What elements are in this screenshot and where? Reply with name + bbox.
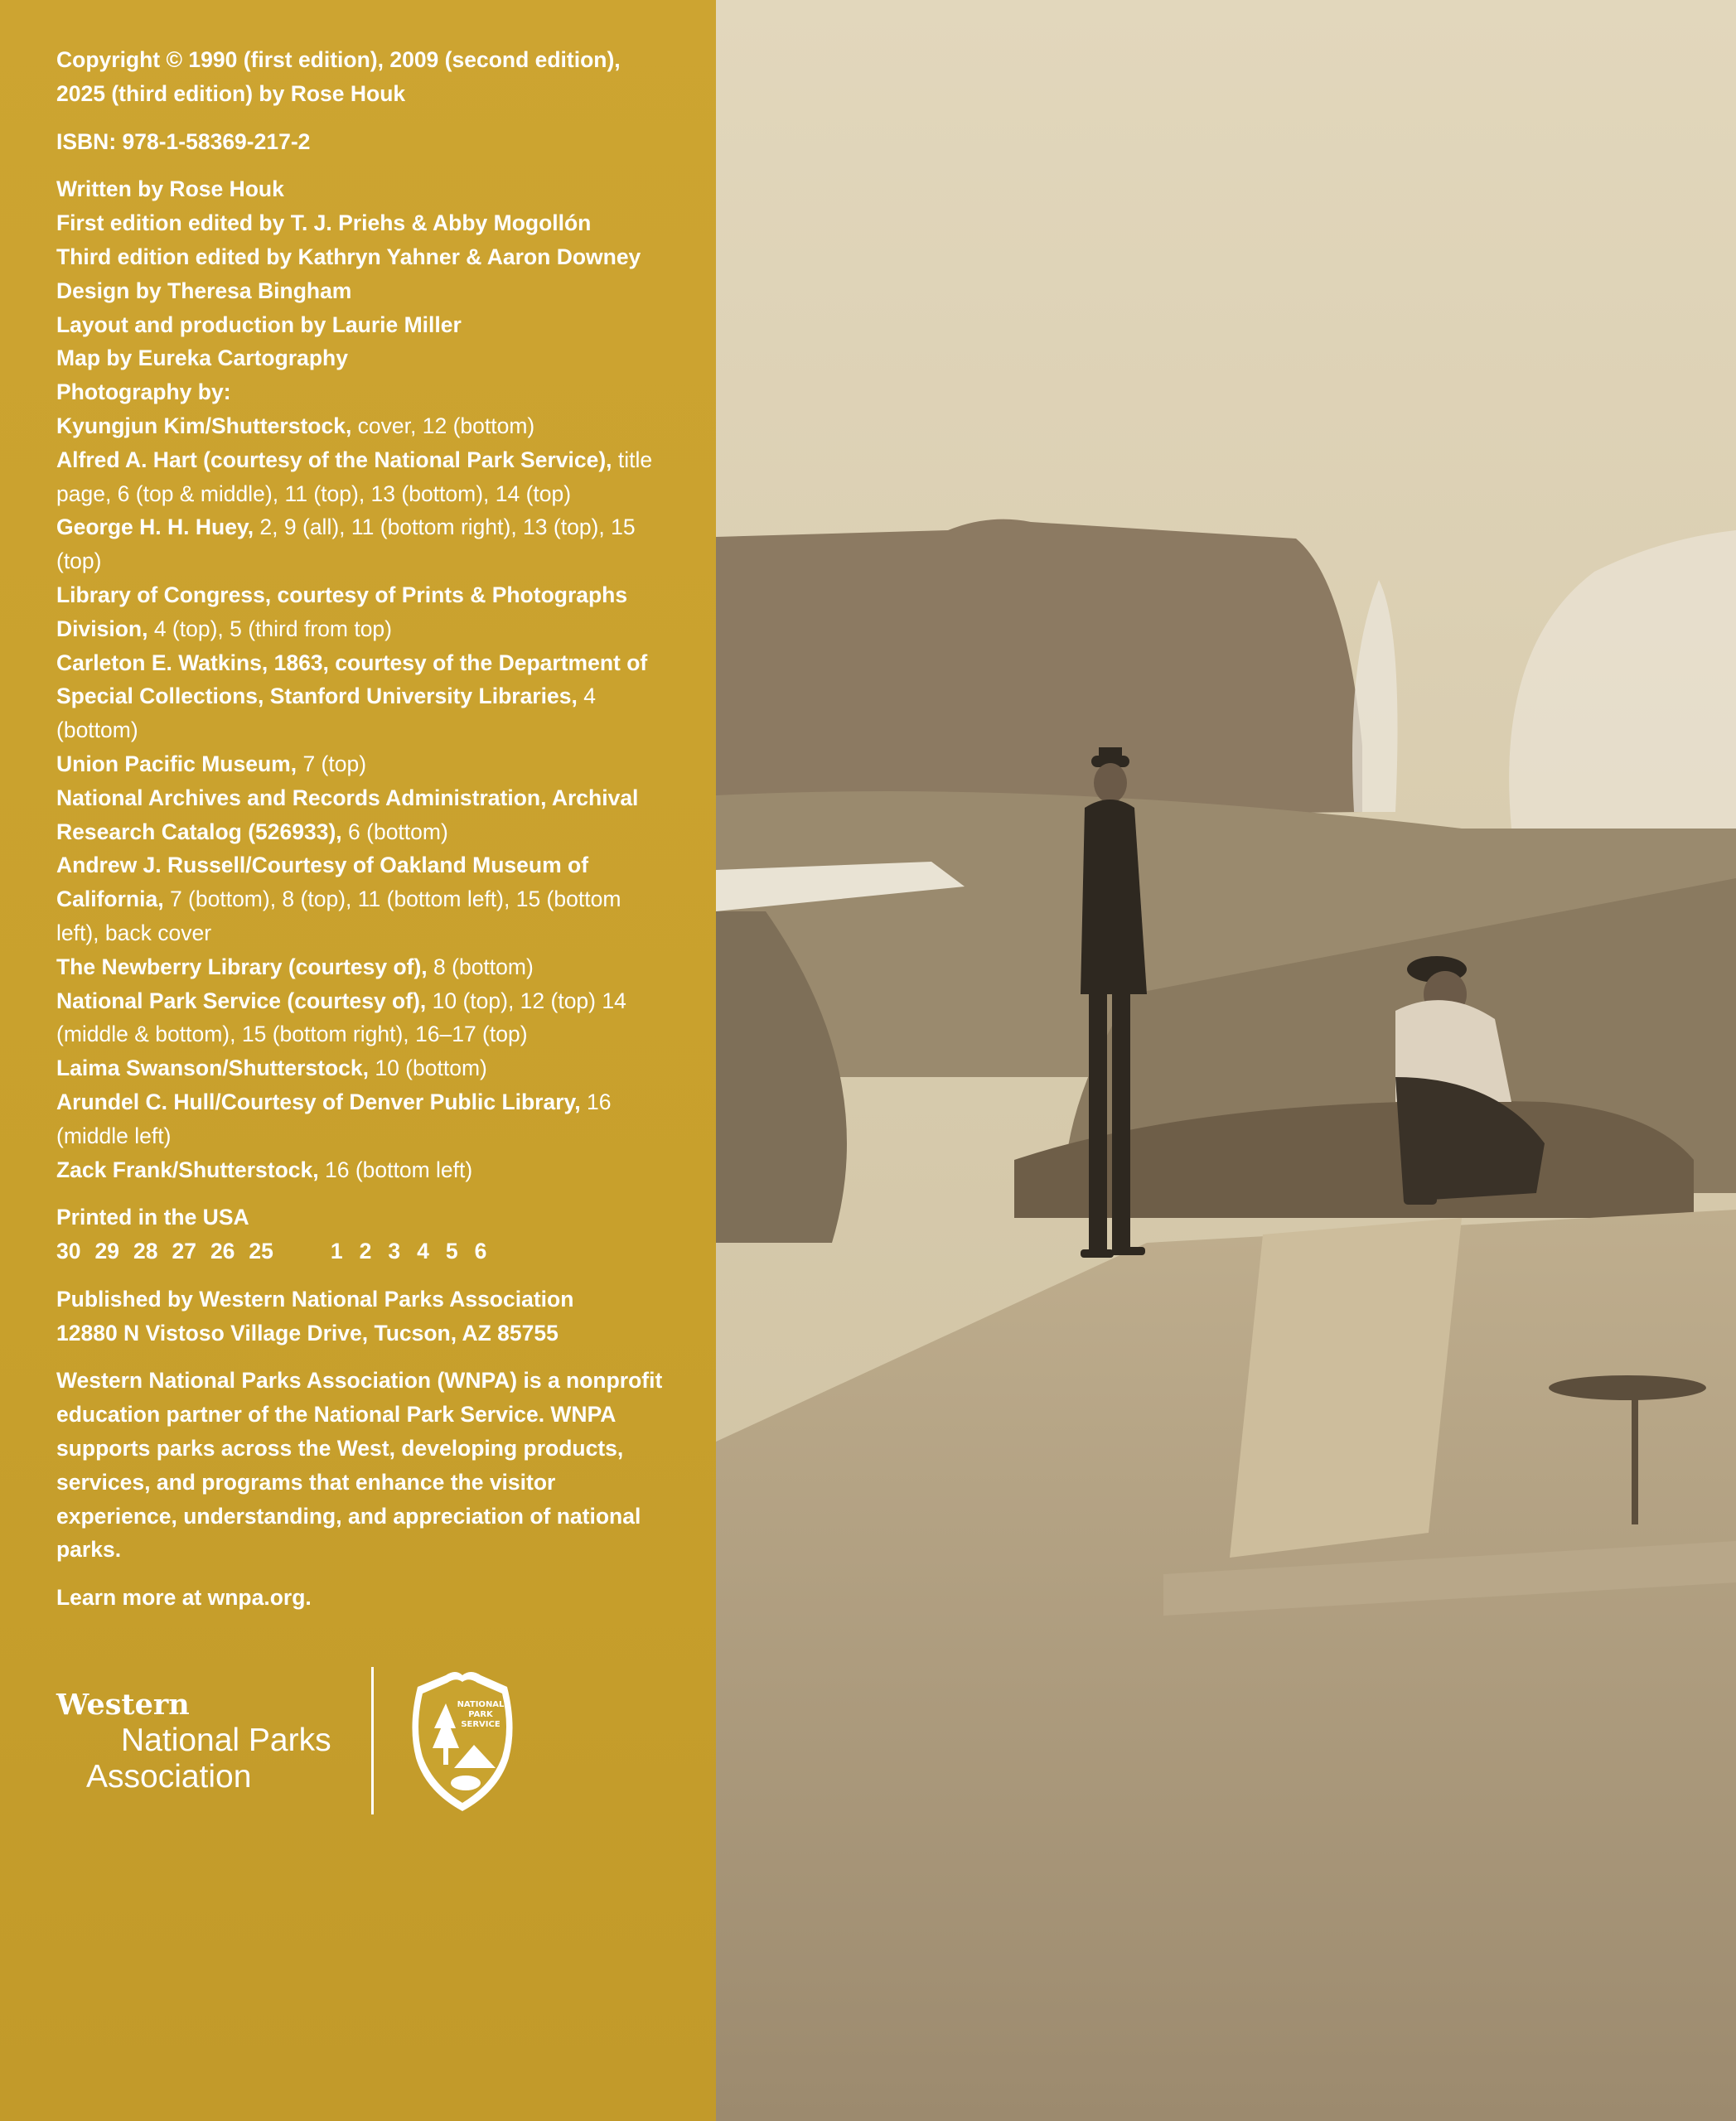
credit-line: Written by Rose Houk bbox=[56, 176, 284, 202]
copyright-line: Copyright © 1990 (first edition), 2009 (second edition), 2025 (third edition) by Rose Houk bbox=[56, 47, 621, 106]
address-line: 12880 N Vistoso Village Drive, Tucson, AZ 85755 bbox=[56, 1320, 559, 1346]
brake-wheel bbox=[1549, 1375, 1706, 1400]
credit-line: First edition edited by T. J. Priehs & Abby Mogollón bbox=[56, 210, 592, 236]
photo-credit bbox=[56, 781, 670, 849]
svg-text:SERVICE: SERVICE bbox=[461, 1720, 500, 1729]
logo-divider bbox=[371, 1667, 374, 1814]
print-run: 1 bbox=[330, 1239, 343, 1264]
photo-credit-pages: 6 (bottom) bbox=[341, 819, 448, 844]
photo-credit-name: Union Pacific Museum, bbox=[56, 751, 297, 776]
photo-credit-name: Alfred A. Hart (courtesy of the National Park Service), bbox=[56, 447, 612, 472]
wnpa-logo-line: Association bbox=[86, 1759, 252, 1795]
photo-credit-pages: 7 (top) bbox=[297, 751, 367, 776]
brake-shaft bbox=[1632, 1392, 1638, 1524]
credit-line: Map by Eureka Cartography bbox=[56, 345, 348, 371]
logos-row bbox=[56, 1667, 537, 1816]
svg-text:PARK: PARK bbox=[468, 1710, 493, 1719]
mesa bbox=[716, 519, 1362, 820]
credit-line: Layout and production by Laurie Miller bbox=[56, 312, 462, 337]
print-year: 30 bbox=[56, 1239, 81, 1264]
photo-credit-pages: 8 (bottom) bbox=[427, 954, 534, 979]
wnpa-logo bbox=[56, 1688, 331, 1795]
photo-credit-name: Kyungjun Kim/Shutterstock, bbox=[56, 413, 352, 438]
photo-credit-name: Laima Swanson/Shutterstock, bbox=[56, 1056, 369, 1081]
credits-list bbox=[56, 172, 670, 409]
photo-credit-name: Andrew J. Russell/Courtesy of Oakland Museum of California, bbox=[56, 853, 589, 912]
photo-credit-name: Carleton E. Watkins, 1863, courtesy of the Department of Special Collections, Stanford University Libraries, bbox=[56, 650, 648, 709]
photo-credit bbox=[56, 409, 670, 443]
photo-credit-pages: cover, 12 (bottom) bbox=[351, 413, 535, 438]
photo-credit-pages: 4 (bottom) bbox=[56, 684, 596, 743]
nps-arrowhead-icon bbox=[404, 1669, 520, 1814]
print-years bbox=[56, 1234, 288, 1268]
photo-credit bbox=[56, 984, 670, 1052]
colophon-panel bbox=[0, 0, 716, 2121]
photo-credit-name: Zack Frank/Shutterstock, bbox=[56, 1157, 319, 1182]
print-run: 6 bbox=[474, 1239, 487, 1264]
photo-credit bbox=[56, 848, 670, 949]
publisher-line: Published by Western National Parks Association bbox=[56, 1286, 574, 1312]
isbn-line: ISBN: 978-1-58369-217-2 bbox=[56, 128, 311, 154]
printing-numbers bbox=[56, 1234, 670, 1268]
photo-credit-name: Arundel C. Hull/Courtesy of Denver Public Library, bbox=[56, 1089, 581, 1114]
print-year: 29 bbox=[94, 1239, 119, 1264]
wnpa-logo-line: Western bbox=[56, 1688, 190, 1722]
svg-text:NATIONAL: NATIONAL bbox=[457, 1700, 505, 1709]
wnpa-logo-line: National Parks bbox=[121, 1722, 331, 1758]
photo-credit-pages: 7 (bottom), 8 (top), 11 (bottom left), 15 (bottom left), back cover bbox=[56, 887, 621, 945]
photo-credit-name: George H. H. Huey, bbox=[56, 515, 254, 540]
photo-credit bbox=[56, 1051, 670, 1085]
photo-credit-name: Library of Congress, courtesy of Prints & Photographs Division, bbox=[56, 582, 628, 641]
photo-credit bbox=[56, 510, 670, 578]
photo-credit bbox=[56, 1085, 670, 1153]
credit-line: Photography by: bbox=[56, 379, 231, 405]
colophon-text bbox=[56, 43, 670, 1615]
print-year: 28 bbox=[133, 1239, 158, 1264]
photo-credit bbox=[56, 443, 670, 511]
print-run: 2 bbox=[359, 1239, 372, 1264]
print-year: 27 bbox=[172, 1239, 196, 1264]
photo-credit bbox=[56, 646, 670, 747]
photo-credit-pages: 16 (bottom left) bbox=[318, 1157, 473, 1182]
learn-more-link[interactable]: Learn more at wnpa.org. bbox=[56, 1585, 312, 1611]
credit-line: Third edition edited by Kathryn Yahner & Aaron Downey bbox=[56, 244, 641, 269]
train-photo bbox=[716, 0, 1736, 2121]
print-run: 5 bbox=[445, 1239, 458, 1264]
photo-credit-name: The Newberry Library (courtesy of), bbox=[56, 954, 428, 979]
credit-line: Design by Theresa Bingham bbox=[56, 278, 352, 303]
print-year: 26 bbox=[210, 1239, 235, 1264]
photo-credit-pages: title page, 6 (top & middle), 11 (top), 13 (bottom), 14 (top) bbox=[56, 447, 653, 506]
photo-credit-name: National Park Service (courtesy of), bbox=[56, 988, 427, 1013]
photo-credit-pages: 10 (top), 12 (top) 14 (middle & bottom), 15 (bottom right), 16–17 (top) bbox=[56, 988, 626, 1047]
print-run: 4 bbox=[417, 1239, 429, 1264]
about-paragraph: Western National Parks Association (WNPA) is a nonprofit education partner of the National Park Service. WNPA supports parks across the West, developing products, services, and programs that enhance the visitor experience, understanding, and appreciation of national parks. bbox=[56, 1368, 663, 1563]
photo-credit bbox=[56, 578, 670, 646]
photo-credit-pages: 10 (bottom) bbox=[368, 1056, 487, 1081]
photo-credits-list bbox=[56, 409, 670, 1186]
photo-credit bbox=[56, 1153, 670, 1187]
photo-credit bbox=[56, 747, 670, 781]
photo-credit-pages: 4 (top), 5 (third from top) bbox=[147, 616, 392, 641]
photo-credit-name: National Archives and Records Administration, Archival Research Catalog (526933), bbox=[56, 785, 639, 844]
print-runs bbox=[331, 1234, 504, 1268]
print-run: 3 bbox=[388, 1239, 401, 1264]
photo-credit-pages: 16 (middle left) bbox=[56, 1089, 612, 1148]
photo-credit-pages: 2, 9 (all), 11 (bottom right), 13 (top), 15 (top) bbox=[56, 515, 636, 574]
photo-credit bbox=[56, 950, 670, 984]
roof-plank bbox=[1230, 1218, 1462, 1558]
printed-line: Printed in the USA bbox=[56, 1205, 249, 1230]
print-year: 25 bbox=[249, 1239, 273, 1264]
